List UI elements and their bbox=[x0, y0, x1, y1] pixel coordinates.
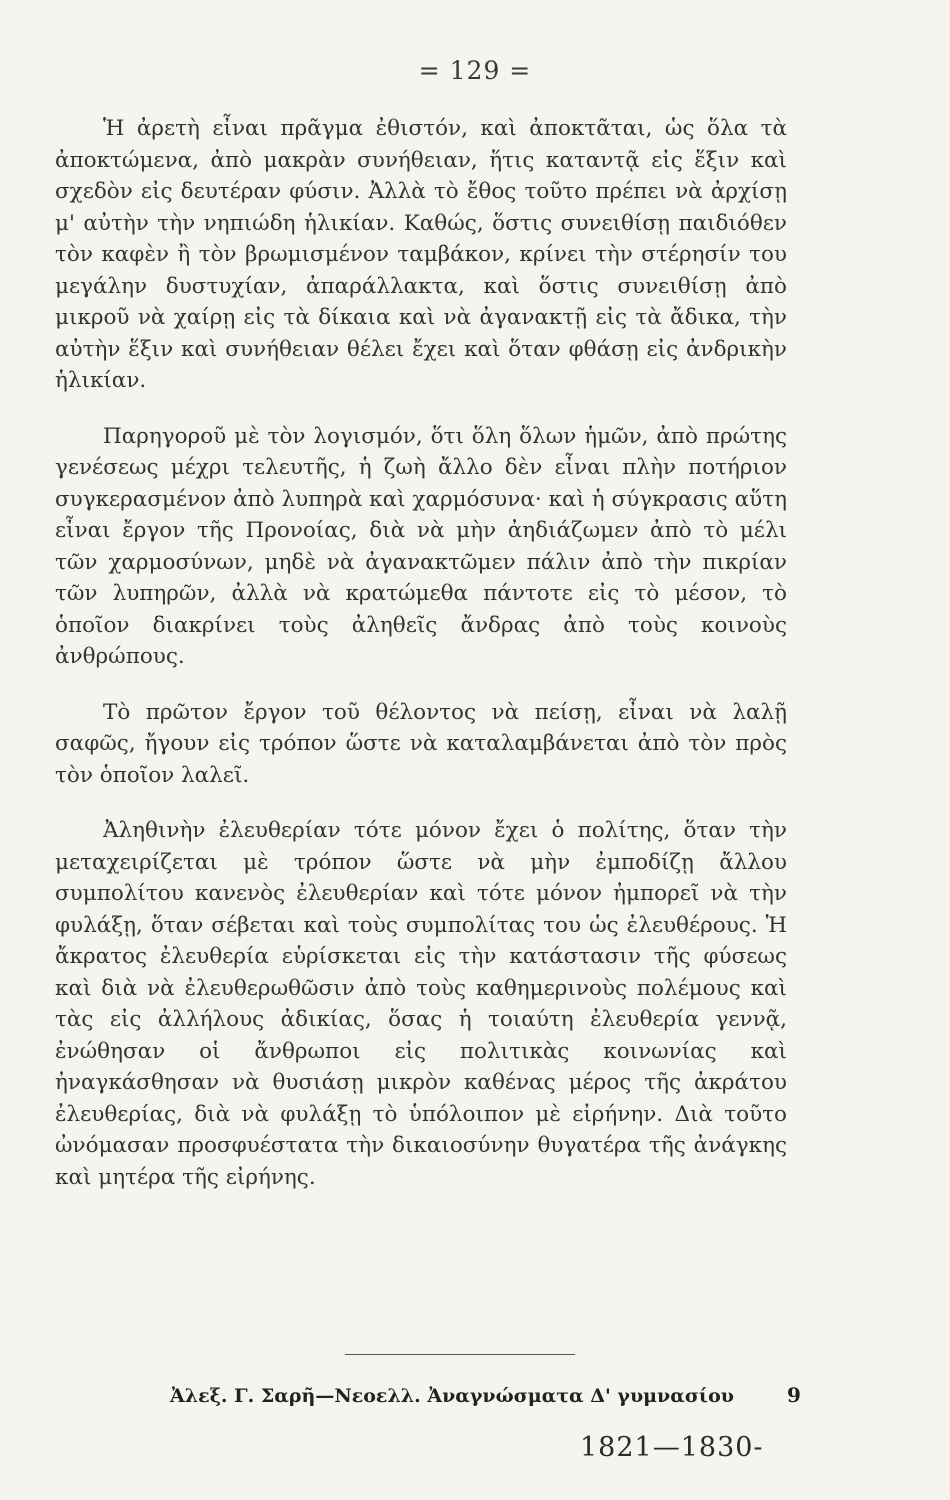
period-label: 1821—1830- bbox=[580, 1432, 764, 1463]
footer-citation: Ἀλεξ. Γ. Σαρῆ—Νεοελλ. Ἀναγνώσματα Δ' γυμνασίου bbox=[170, 1385, 734, 1407]
page-number-header: = 129 = bbox=[418, 56, 532, 85]
footer-divider bbox=[345, 1354, 575, 1355]
paragraph-clarity: Τὸ πρῶτον ἔργον τοῦ θέλοντος νὰ πείσῃ, εἶναι νὰ λαλῇ σαφῶς, ἤγουν εἰς τρόπον ὥστε νὰ καταλαμβάνεται ἀπὸ τὸν πρὸς τὸν ὁποῖον λαλεῖ. bbox=[55, 699, 787, 788]
paragraph-freedom: Ἀληθινὴν ἐλευθερίαν τότε μόνον ἔχει ὁ πολίτης, ὅταν τὴν μεταχειρίζεται μὲ τρόπον ὥστε νὰ μὴν ἐμποδίζῃ ἄλλου συμπολίτου κανενὸς ἐλευθερίαν καὶ τότε μόνον ἠμπορεῖ νὰ τὴν φυλάξῃ, ὅταν σέβεται καὶ τοὺς συμπολίτας του ὡς ἐλευθέρους. Ἡ ἄκρατος ἐλευθερία εὑρίσκεται εἰς τὴν κατάστασιν τῆς φύσεως καὶ διὰ νὰ ἐλευθερωθῶσιν ἀπὸ τοὺς καθημερινοὺς πολέμους καὶ τὰς εἰς ἀλλήλους ἀδικίας, ὅσας ἡ τοιαύτη ἐλευθερία γεννᾷ, ἐνώθησαν οἱ ἄνθρωποι εἰς πολιτικὰς κοινωνίας καὶ ἠναγκάσθησαν νὰ θυσιάσῃ μικρὸν καθένας μέρος τῆς ἀκράτου ἐλευθερίας, διὰ νὰ φυλάξῃ τὸ ὑπόλοιπον μὲ εἰρήνην. Διὰ τοῦτο ὠνόμασαν προσφυέστατα τὴν δικαιοσύνην θυγατέρα τῆς ἀνάγκης καὶ μητέρα τῆς εἰρήνης. bbox=[55, 818, 787, 1190]
paragraph-consolation: Παρηγοροῦ μὲ τὸν λογισμόν, ὅτι ὅλη ὅλων ἡμῶν, ἀπὸ πρώτης γενέσεως μέχρι τελευτῆς, ἡ ζωὴ ἄλλο δὲν εἶναι πλὴν ποτήριον συγκερασμένον ἀπὸ λυπηρὰ καὶ χαρμόσυνα· καὶ ἡ σύγκρασις αὕτη εἶναι ἔργον τῆς Προνοίας, διὰ νὰ μὴν ἀηδιάζωμεν ἀπὸ τὸ μέλι τῶν χαρμοσύνων, μηδὲ νὰ ἀγανακτῶμεν πάλιν ἀπὸ τὴν πικρίαν τῶν λυπηρῶν, ἀλλὰ νὰ κρατώμεθα πάντοτε εἰς τὸ μέσον, τὸ ὁποῖον διακρίνει τοὺς ἀληθεῖς ἄνδρας ἀπὸ τοὺς κοινοὺς ἀνθρώπους. bbox=[55, 423, 787, 669]
body-text bbox=[55, 113, 787, 1193]
signature-mark: 9 bbox=[787, 1383, 801, 1407]
paragraph-virtue: Ἡ ἀρετὴ εἶναι πρᾶγμα ἐθιστόν, καὶ ἀποκτᾶται, ὡς ὅλα τὰ ἀποκτώμενα, ἀπὸ μακρὰν συνήθειαν, ἥτις καταντᾷ εἰς ἕξιν καὶ σχεδὸν εἰς δευτέραν φύσιν. Ἀλλὰ τὸ ἔθος τοῦτο πρέπει νὰ ἀρχίσῃ μ' αὐτὴν τὴν νηπιώδη ἡλικίαν. Καθώς, ὅστις συνειθίσῃ παιδιόθεν τὸν καφὲν ἢ τὸν βρωμισμένον ταμβάκον, κρίνει τὴν στέρησίν του μεγάλην δυστυχίαν, ἀπαράλλακτα, καὶ ὅστις συνειθίσῃ ἀπὸ μικροῦ νὰ χαίρῃ εἰς τὰ δίκαια καὶ νὰ ἀγανακτῇ εἰς τὰ ἄδικα, τὴν αὐτὴν ἕξιν καὶ συνήθειαν θέλει ἔχει καὶ ὅταν φθάσῃ εἰς ἀνδρικὴν ἡλικίαν. bbox=[55, 116, 787, 393]
